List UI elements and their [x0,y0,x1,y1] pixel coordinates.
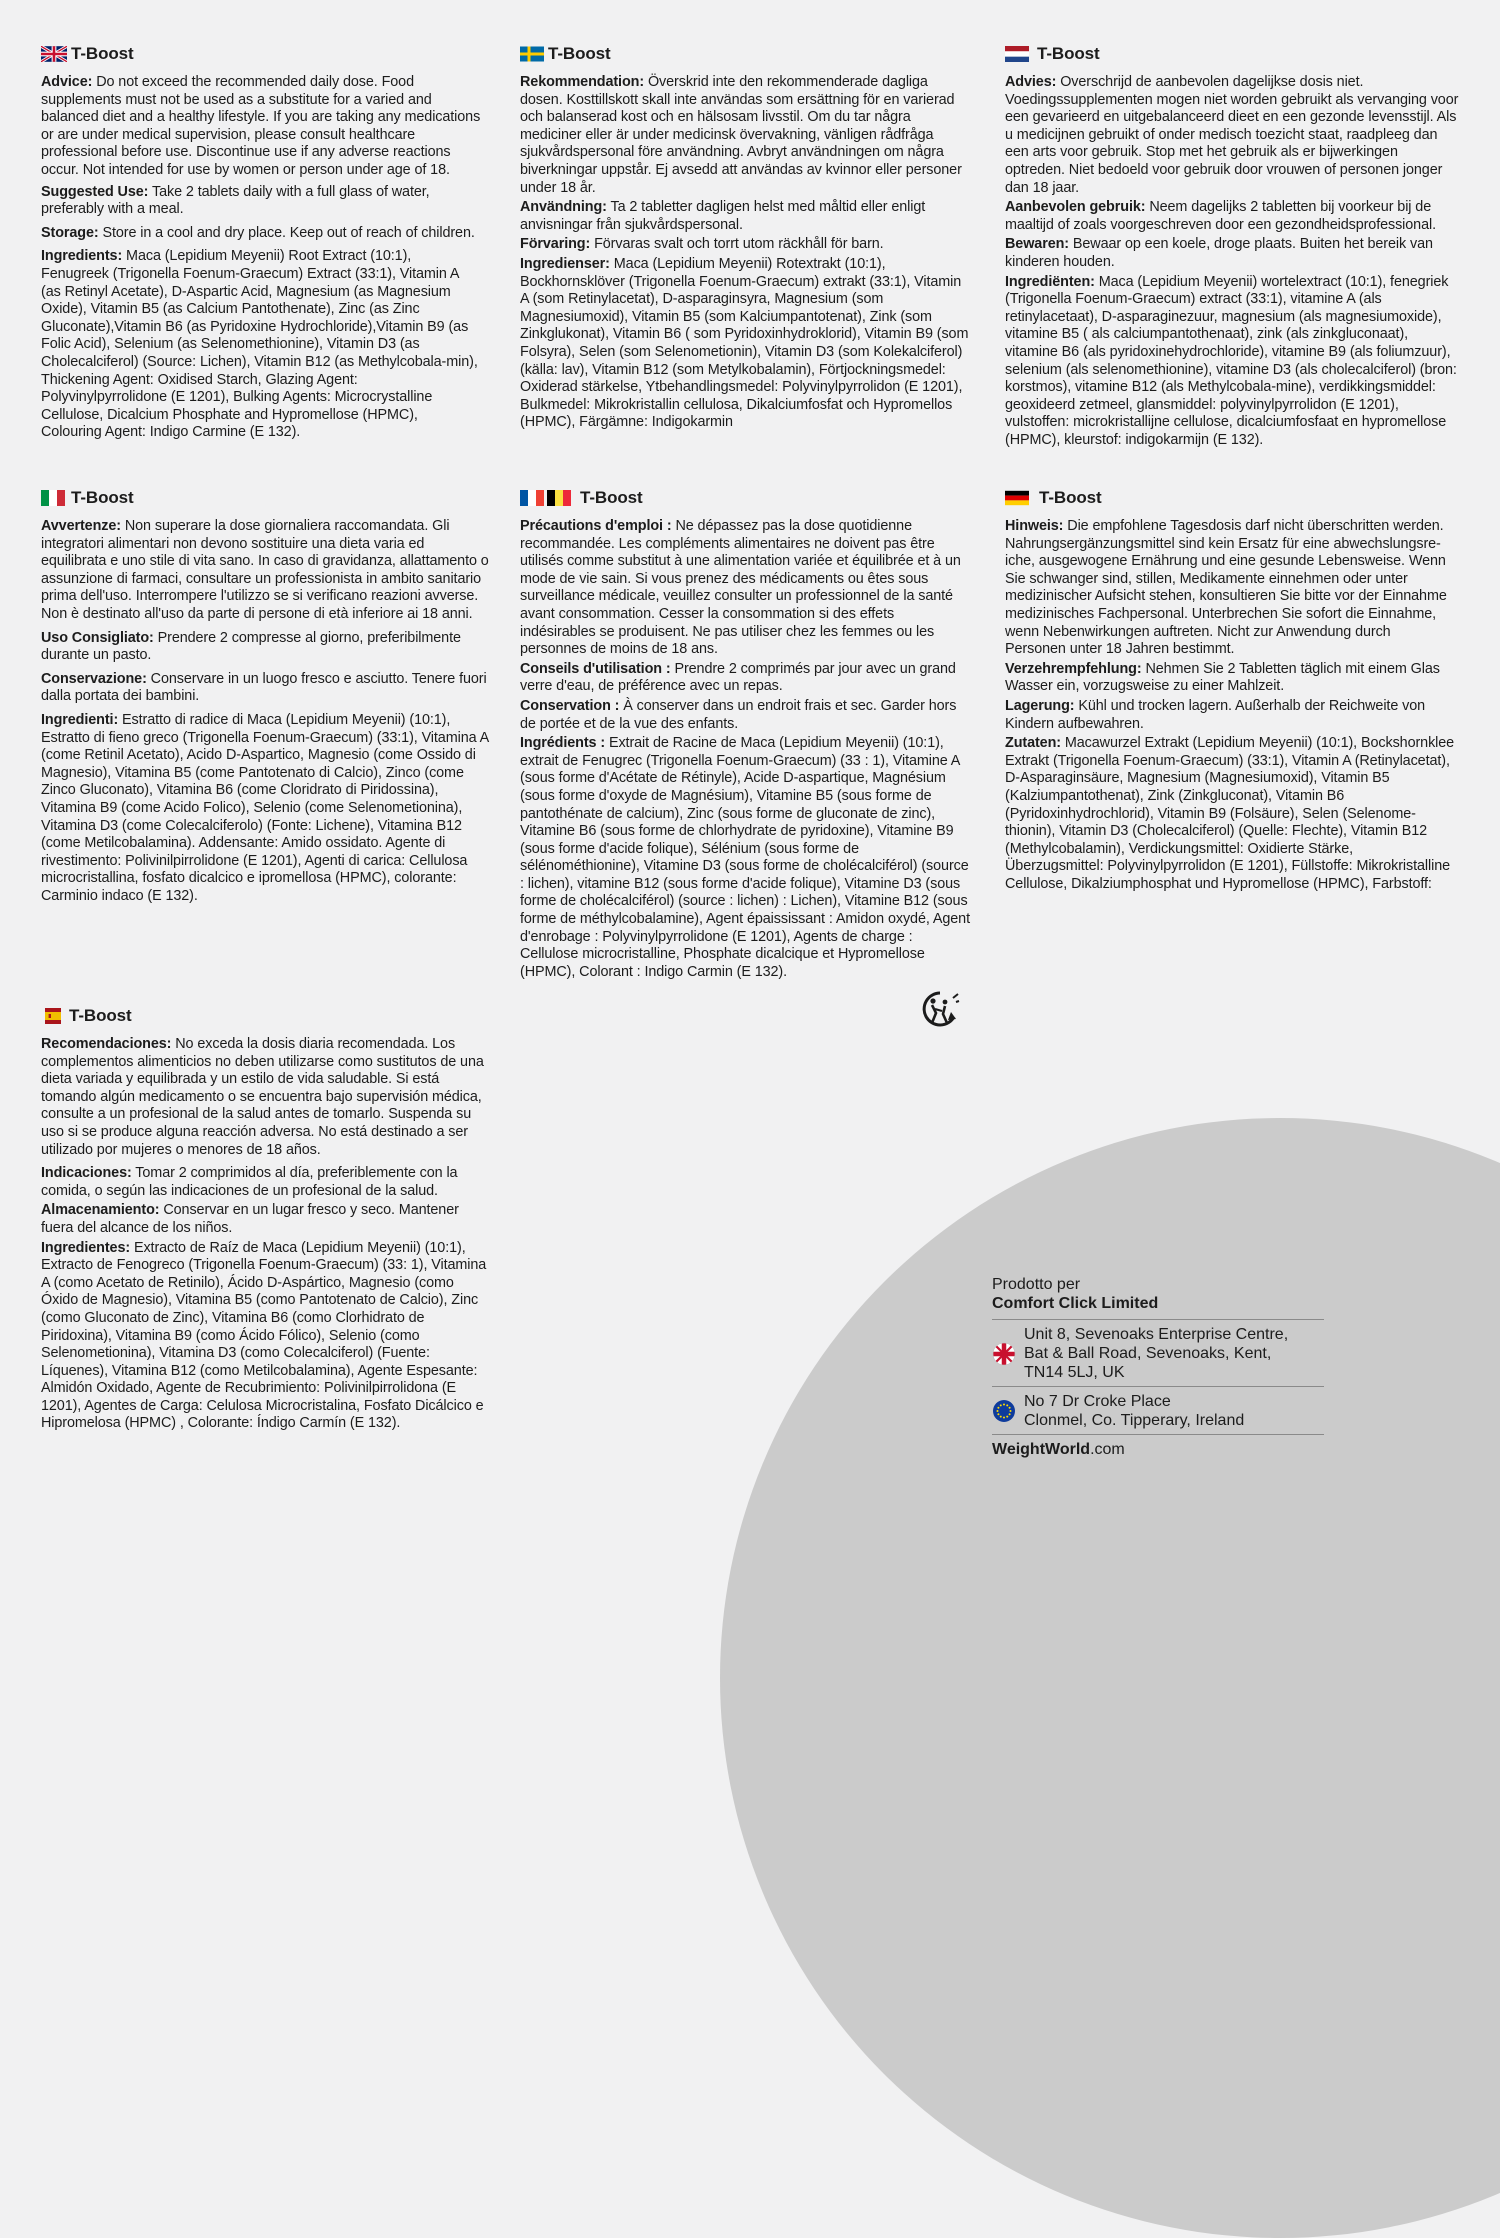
uk-flag-icon [41,46,67,62]
website-link[interactable] [992,1434,1324,1459]
section-it [41,488,491,907]
germany-flag-icon [1005,490,1029,506]
paragraph-ingredients: Ingredienser: Maca (Lepidium Meyenii) Rotextrakt (10:1), Bockhornsklöver (Trigonella Foenum-Graecum) extrakt (33:1), Vitamin A (som Retinylacetat), D-asparaginsyra, Magnesium (som Magnesiumoxid), Vitamin B5 (som Kalciumpantotenat), Zink (som Zinkglukonat), Vitamin B6 ( som Pyridoxinhydroklorid), Vitamin B9 (som Folsyra), Selen (som Selenometionin), Vitamin D3 (som Kolekalciferol) (källa: lav), Vitamin B12 (som Metylkobalamin), Förtjockningsmedel: Oxiderad stärkelse, Ytbehandlingsmedel: Polyvinylpyrrolidon (E 1201), Bulkmedel: Mikrokristallin cellulosa, Dikalciumfosfat och Hypromellos (HPMC), Färgämne: Indigokarmin [520,255,969,431]
paragraph-advice: Recomendaciones: No exceda la dosis diaria recomendada. Los complementos alimenticios no deben utilizarse como sustitutos de una dieta variada y equilibrada y un estilo de vida saludable. Si está tomando algún medicamento o se encuentra bajo supervisión médica, consulte a un profesional de la salud antes de tomarlo. Suspenda su uso si se produce alguna reacción adversa. No está destinado a ser utilizado por mujeres o menores de 18 años. [41,1036,484,1158]
section-title: T-Boost [71,488,134,507]
produced-by-label: Prodotto per [992,1276,1081,1293]
eu-address-line: No 7 Dr Croke Place [1024,1393,1171,1410]
website-domain: .com [1090,1441,1125,1458]
sweden-flag-icon [520,46,544,62]
eu-address [992,1386,1324,1434]
paragraph-advice: Hinweis: Die empfohlene Tagesdosis darf nicht überschritten werden. Nahrungsergänzungsmittel sind kein Ersatz für eine abwechslungsre-iche, ausgewogene Ernährung und eine gesunde Lebensweise. Wenn Sie schwanger sind, stillen, Medikamente einnehmen oder unter medizinischer Aufsicht stehen, konsultieren Sie bitte vor der Einnahme medizinisches Fachpersonal. Unterbrechen Sie sofort die Einnahme, wenn Nebenwirkungen auftreten. Nicht zur Anwendung durch Personen unter 18 Jahren bestimmt. [1005,518,1447,658]
paragraph-ingredients: Ingrédients : Extrait de Racine de Maca (Lepidium Meyenii) (10:1), extrait de Fenugrec (Trigonella Foenum-Graecum) (33 : 1), Vitamine A (sous forme d'Acétate de Rétinyle), Acide D-aspartique, Magnésium (sous forme d'oxyde de Magnésium), Vitamine B5 (sous forme de pantothénate de calcium), Zinc (sous forme de gluconate de zinc), Vitamine B6 (sous forme de chlorhydrate de pyridoxine), Vitamine B9 (sous forme d'acide folique), Sélénium (sous forme de sélénométhionine), Vitamine D3 (sous forme de cholécalciférol) (source : lichen), vitamine B12 (sous forme d'acide folique), Vitamine D3 (sous forme de cholécalciférol) (source : lichen) : Lichen), Vitamine B12 (sous forme de méthylcobalamine), Agent épaississant : Amidon oxydé, Agent d'enrobage : Polyvinylpyrrolidone (E 1201), Agents de charge : Cellulose microcristalline, Phosphate dicalcique et Hypromellose (HPMC), Colorant : Indigo Carmin (E 132). [520,735,970,980]
section-en [41,44,481,444]
paragraph-use: Aanbevolen gebruik: Neem dagelijks 2 tabletten bij voorkeur bij de maaltijd of zoals voorgeschreven door een gezondheidsprofessional. [1005,199,1436,233]
netherlands-flag-icon [1005,46,1029,62]
section-fr [520,488,972,983]
paragraph-use: Användning: Ta 2 tabletter dagligen helst med måltid eller enligt anvisningar från sjukvårdspersonal. [520,199,926,233]
paragraph-storage: Bewaren: Bewaar op een koele, droge plaats. Buiten het bereik van kinderen houden. [1005,236,1433,270]
paragraph-use: Verzehrempfehlung: Nehmen Sie 2 Tabletten täglich mit einem Glas Wasser ein, vorzugsweise zu einer Mahlzeit. [1005,660,1440,695]
uk-address-line: Bat & Ball Road, Sevenoaks, Kent, [1024,1345,1272,1362]
paragraph-use: Uso Consigliato: Prendere 2 compresse al giorno, preferibilmente durante un pasto. [41,629,461,664]
company-info [992,1275,1324,1459]
paragraph-storage: Conservation : À conserver dans un endroit frais et sec. Garder hors de portée et de la vue des enfants. [520,697,957,732]
section-title: T-Boost [1037,44,1100,63]
paragraph-advice: Rekommendation: Överskrid inte den rekommenderade dagliga dosen. Kosttillskott skall inte användas som ersättning för en varierad och balanserad kost och en hälsosam livsstil. Om du tar några mediciner eller är under medicinsk övervakning, vänligen rådfråga sjukvårdspersonal före användning. Avbryt användningen om några biverkningar uppstår. Ej avsedd att användas av kvinnor eller personer under 18 år. [520,74,962,196]
france-flag-icon [520,490,544,506]
italy-flag-icon [41,490,65,506]
uk-address-line: TN14 5LJ, UK [1024,1364,1125,1381]
company-name: Comfort Click Limited [992,1295,1159,1312]
paragraph-storage: Almacenamiento: Conservar en un lugar fresco y seco. Mantener fuera del alcance de los niños. [41,1202,459,1236]
paragraph-ingredients: Ingredients: Maca (Lepidium Meyenii) Root Extract (10:1), Fenugreek (Trigonella Foenum-Graecum) Extract (33:1), Vitamin A (as Retinyl Acetate), D-Aspartic Acid, Magnesium (as Magnesium Oxide), Vitamin B5 (as Calcium Pantothenate), Zinc (as Zinc Gluconate),Vitamin B6 (as Pyridoxine Hydrochloride),Vitamin B9 (as Folic Acid), Selenium (as Selenomethionine), Vitamin D3 (as Cholecalciferol) (Source: Lichen), Vitamin B12 (as Methylcobala-min), Thickening Agent: Oxidised Starch, Glazing Agent: Polyvinylpyrrolidone (E 1201), Bulking Agents: Microcrystalline Cellulose, Dicalcium Phosphate and Hypromellose (HPMC), Colouring Agent: Indigo Carmine (E 132). [41,248,478,441]
paragraph-storage: Storage: Store in a cool and dry place. Keep out of reach of children. [41,224,475,241]
section-de [1005,488,1455,895]
section-nl [1005,44,1460,451]
paragraph-ingredients: Zutaten: Macawurzel Extrakt (Lepidium Meyenii) (10:1), Bockshornklee Extrakt (Trigonella Foenum-Graecum) (33:1), Vitamin A (Retinylacetat), D-Asparaginsäure, Magnesium (Magnesiumoxid), Vitamin B5 (Kalziumpantothenat), Zink (Zinkgluconat), Vitamin B6 (Pyridoxinhydrochlorid), Vitamin B9 (Folsäure), Selen (Selenome-thionin), Vitamin D3 (Cholecalciferol) (Quelle: Flechte), Vitamin B12 (Methylcobalamin), Verdickungsmittel: Oxidierte Stärke, Überzugsmittel: Polyvinylpyrrolidon (E 1201), Füllstoffe: Mikrokristalline Cellulose, Dikalziumphosphat und Hypromellose (HPMC), Farbstoff: [1005,735,1455,892]
eu-address-line: Clonmel, Co. Tipperary, Ireland [1024,1412,1245,1429]
paragraph-storage: Lagerung: Kühl und trocken lagern. Außerhalb der Reichweite von Kindern aufbewahren. [1005,697,1426,732]
eu-flag-icon [992,1399,1016,1423]
paragraph-advice: Advies: Overschrijd de aanbevolen dagelijkse dosis niet. Voedingssupplementen mogen niet worden gebruikt als vervanging voor een gevarieerd en uitgebalanceerd dieet en een gezonde levensstijl. Als u medicijnen gebruikt of onder medisch toezicht staat, raadpleeg dan een arts voor gebruik. Stop met het gebruik als er bijwerkingen optreden. Niet bedoeld voor gebruik door vrouwen of personen jonger dan 18 jaar. [1005,74,1459,196]
paragraph-ingredients: Ingredientes: Extracto de Raíz de Maca (Lepidium Meyenii) (10:1), Extracto de Fenogreco (Trigonella Foenum-Graecum) (33: 1), Vitamina A (como Acetato de Retinilo), Ácido D-Aspártico, Magnesio (como Óxido de Magnesio), Vitamina B5 (como Pantotenato de Calcio), Zinc (como Gluconato de Zinc), Vitamina B6 (como Clorhidrato de Piridoxina), Vitamina B9 (como Ácido Fólico), Selenio (como Selenometionina), Vitamina D3 (como Colecalciferol) (Fuente: Líquenes), Vitamina B12 (como Metilcobalamina), Agente Espesante: Almidón Oxidado, Agente de Recubrimiento: Polivinilpirrolidona (E 1201), Agentes de Carga: Celulosa Microcristalina, Fosfato Dicálcico e Hipromelosa (HPMC) , Colorante: Índigo Carmín (E 132). [41,1239,487,1432]
section-title: T-Boost [69,1006,132,1025]
spain-flag-icon [41,1008,65,1024]
paragraph-advice: Advice: Do not exceed the recommended daily dose. Food supplements must not be used as a substitute for a varied and balanced diet and a healthy lifestyle. If you are taking any medications or are under medical supervision, please consult healthcare professional before use. Discontinue use if any adverse reactions occur. Not intended for use by women or person under age of 18. [41,74,481,178]
paragraph-advice: Avvertenze: Non superare la dose giornaliera raccomandata. Gli integratori alimentari non devono sostituire una dieta varia ed equilibrata e uno stile di vita sano. In caso di gravidanza, allattamento o assunzione di farmaci, consultare un professionista in ambito sanitario prima dell'uso. Interrompere l'utilizzo se si verificano reazioni avverse. Non è destinato all'uso da parte di persone di età inferiore ai 18 anni. [41,518,489,622]
section-title: T-Boost [548,44,611,63]
section-title: T-Boost [71,44,134,63]
paragraph-storage: Förvaring: Förvaras svalt och torrt utom räckhåll för barn. [520,236,884,253]
paragraph-ingredients: Ingrediënten: Maca (Lepidium Meyenii) wortelextract (10:1), fenegriek (Trigonella Foenum-Graecum) extract (33:1), vitamine A (als retinylacetaat), D-asparaginezuur, magnesium (als magnesiumoxide), vitamine B5 ( als calciumpantothenaat), zink (als zinkgluconaat), vitamine B6 (als pyridoxinehydrochloride), vitamine B9 (als foliumzuur), selenium (als selenomethionine), vitamine D3 (als cholecalciferol) (bron: korstmos), vitamine B12 (als Methylcobala-mine), verdikkingsmiddel: geoxideerd zetmeel, glansmiddel: polyvinylpyrrolidon (E 1201), vulstoffen: microkristallijne cellulose, dicalciumfosfaat en hypromellose (HPMC), kleurstof: indigokarmijn (E 132). [1005,273,1457,448]
paragraph-use: Conseils d'utilisation : Prendre 2 comprimés par jour avec un grand verre d'eau, de préférence avec un repas. [520,660,956,695]
uk-flag-icon [992,1342,1016,1366]
section-title: T-Boost [580,488,643,507]
paragraph-storage: Conservazione: Conservare in un luogo fresco e asciutto. Tenere fuori dalla portata dei bambini. [41,670,487,705]
belgium-flag-icon [547,490,571,506]
website-brand: WeightWorld [992,1441,1091,1458]
paragraph-ingredients: Ingredienti: Estratto di radice di Maca (Lepidium Meyenii) (10:1), Estratto di fieno greco (Trigonella Foenum-Graecum) (33:1), Vitamina A (come Retinil Acetato), Acido D-Aspartico, Magnesio (come Ossido di Magnesio), Vitamina B5 (come Pantotenato di Calcio), Zinco (come Zinco Gluconato), Vitamina B6 (come Cloridrato di Piridossina), Vitamina B9 (come Acido Folico), Selenio (come Selenometionina), Vitamina D3 (come Colecalciferolo) (Fonte: Lichene), Vitamina B12 (come Metilcobalamina). Addensante: Amido ossidato. Agente di rivestimento: Polivinilpirrolidone (E 1201), Agenti di carica: Cellulosa microcristallina, fosfato dicalcico e ipromellosa (HPMC), colorante: Carminio indaco (E 132). [41,711,489,904]
paragraph-use: Indicaciones: Tomar 2 comprimidos al día, preferiblemente con la comida, o según las indicaciones de un profesional de la salud. [41,1165,458,1199]
uk-address-line: Unit 8, Sevenoaks Enterprise Centre, [1024,1326,1289,1343]
section-sv [520,44,970,434]
uk-address [992,1319,1324,1386]
triman-recycling-icon [920,990,960,1028]
paragraph-advice: Précautions d'emploi : Ne dépassez pas la dose quotidienne recommandée. Les compléments alimentaires ne doivent pas être utilisés comme substitut à une alimentation variée et équilibrée et à un mode de vie sain. Si vous prenez des médicaments ou êtes sous surveillance médicale, veuillez consulter un professionnel de la santé avant consommation. Cesser la consommation si des effets indésirables se produisent. Ne pas utiliser chez les femmes ou les personnes de moins de 18 ans. [520,518,961,658]
paragraph-use: Suggested Use: Take 2 tablets daily with a full glass of water, preferably with a meal. [41,183,430,218]
section-es [41,1006,487,1435]
section-title: T-Boost [1039,488,1102,507]
